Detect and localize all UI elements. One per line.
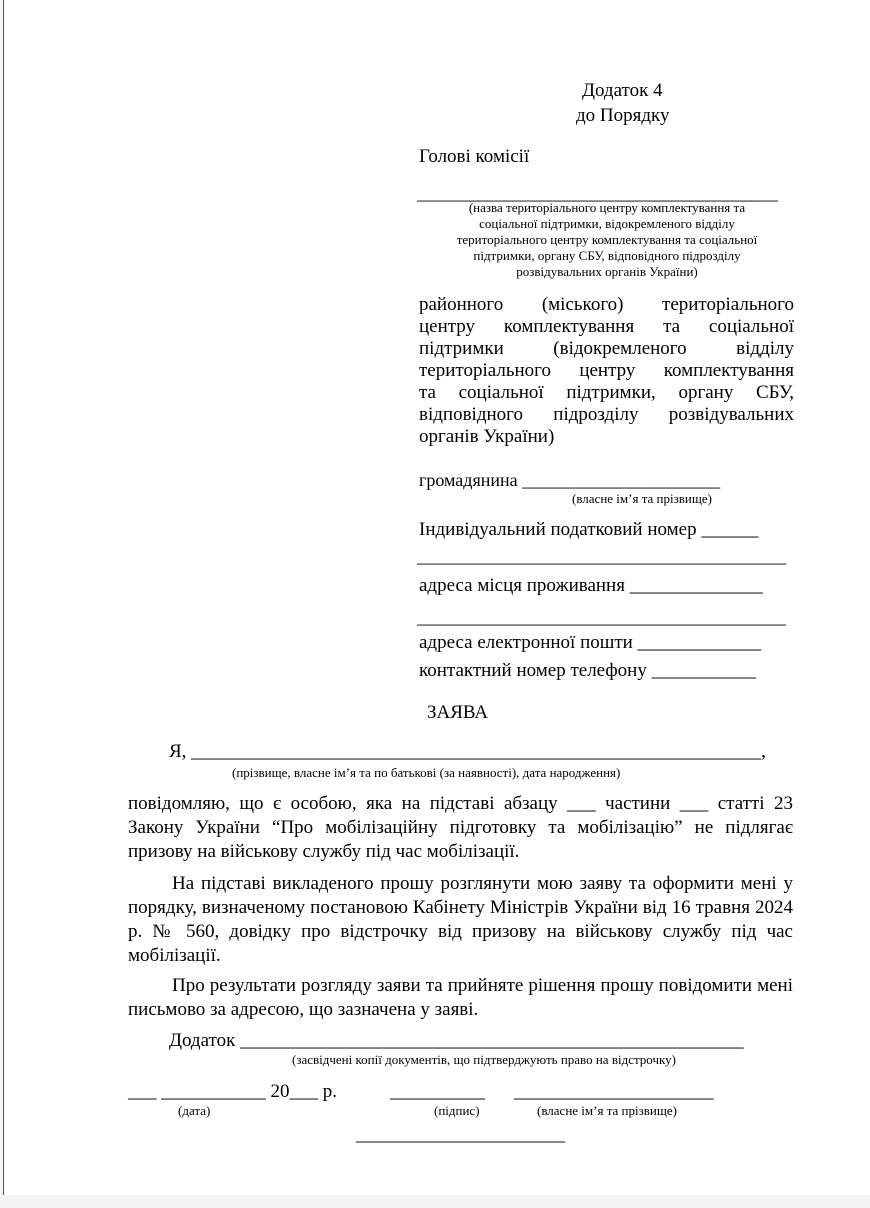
name-blank: _____________________: [514, 1081, 714, 1102]
paragraph-request: На підставі викладеного прошу розглянути мою заяву та оформити мені у порядку, визначеному постановою Кабінету Міністрів України від 16 травня 2024 р. № 560, довідку про відстрочку від призову на військову службу під час мобілізації.: [128, 873, 793, 966]
appendix-reference: до Порядку: [576, 105, 670, 126]
bottom-separator-line: ______________________: [356, 1124, 565, 1145]
residence-address-field: адреса місця проживання ______________: [419, 575, 763, 596]
name-note: (власне ім’я та прізвище): [537, 1103, 677, 1118]
citizen-field: громадянина ______________________: [419, 470, 721, 490]
signature-blank: __________: [390, 1081, 485, 1102]
document-page: [3, 0, 870, 1195]
applicant-line: Я, ____________________________________________________________,: [169, 741, 766, 762]
applicant-note: (прізвище, власне ім’я та по батькові (за наявності), дата народження): [232, 765, 621, 780]
attachment-note: (засвідчені копії документів, що підтверджують право на відстрочку): [292, 1052, 676, 1067]
paragraph-notification: Про результати розгляду заяви та прийняте рішення прошу повідомити мені письмово за адресою, що зазначена у заяві.: [128, 975, 793, 1020]
date-note: (дата): [178, 1103, 211, 1118]
document-title: ЗАЯВА: [427, 702, 489, 723]
district-center-block: районного (міського) територіального центру комплектування та соціальної підтримки (відокремленого відділу територіального центру комплектування та соціальної підтримки, органу СБУ, відповідного підрозділу розвідувальних органів України): [419, 294, 794, 447]
attachment-line: Додаток _____________________________________________________: [169, 1030, 744, 1051]
signature-note: (підпис): [434, 1103, 480, 1118]
addressee-title: Голові комісії: [419, 146, 530, 167]
addressee-blank: _________________________________________: [417, 183, 778, 203]
date-line: ___ ___________ 20___ р.: [128, 1081, 337, 1102]
center-name-note: (назва територіального центру комплектування та соціальної підтримки, відокремленого відділу територіального центру комплектування та соціальної підтримки, органу СБУ, відповідного підрозділу розвідувальних органів України): [456, 200, 758, 279]
email-field: адреса електронної пошти _____________: [419, 632, 762, 653]
tax-number-continuation: _________________________________________: [417, 546, 786, 566]
phone-field: контактний номер телефону ___________: [419, 660, 757, 681]
residence-address-continuation: _________________________________________: [417, 607, 786, 627]
citizen-note: (власне ім’я та прізвище): [572, 491, 712, 506]
paragraph-statement: повідомляю, що є особою, яка на підставі абзацу ___ частини ___ статті 23 Закону України “Про мобілізаційну підготовку та мобілізацію” не підлягає призову на військову службу під час мобілізації.: [128, 793, 793, 862]
tax-number-field: Індивідуальний податковий номер ______: [419, 519, 759, 540]
appendix-number: Додаток 4: [582, 80, 663, 101]
